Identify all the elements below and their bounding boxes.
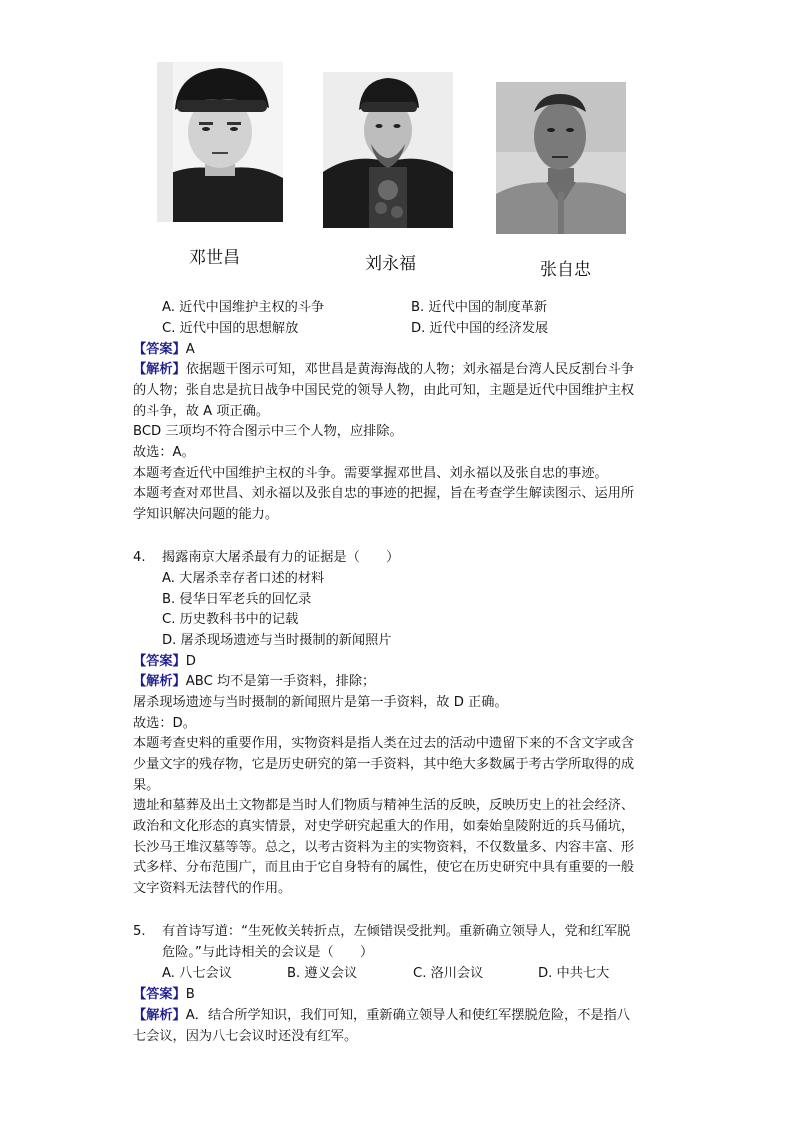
q5-option-d: D. 中共七大 [538,966,610,981]
q5-analysis-label: 【解析】 [133,1008,186,1023]
q4-analysis-line: 政治和文化形态的真实情景，对史学研究起重大的作用，如秦始皇陵附近的兵马俑坑， [133,819,635,834]
q4-analysis-line: 果。 [133,778,160,793]
q4-analysis-line: 式多样、分布范围广，而且由于它自身特有的属性，使它在历史研究中具有重要的一般 [133,860,635,875]
q4-answer [133,652,196,673]
portrait-caption-liu: 刘永福 [365,254,416,274]
q3-analysis-line: 的人物；张自忠是抗日战争中国民党的领导人物，由此可知，主题是近代中国维护主权 [133,383,635,398]
q4-number: 4. [133,550,146,565]
q4-answer-label: 【答案】 [133,654,186,669]
q5-stem-line2: 危险。”与此诗相关的会议是（ ） [162,945,374,960]
q5-stem-line1: 有首诗写道：“生死攸关转折点，左倾错误受批判。重新确立领导人，党和红军脱 [162,924,631,939]
q5-answer-value: B [185,987,195,1002]
portrait-deng-shichang [157,62,283,222]
q4-analysis-label: 【解析】 [133,674,186,689]
q3-option-b: B. 近代中国的制度革新 [411,300,548,315]
q4-option-d: D. 屠杀现场遗迹与当时摄制的新闻照片 [162,633,392,648]
q4-answer-value: D [185,654,196,669]
q3-answer-label: 【答案】 [133,342,186,357]
q3-analysis-line: 本题考查对邓世昌、刘永福以及张自忠的事迹的把握，旨在考查学生解读图示、运用所 [133,486,635,501]
q5-analysis-line: 七会议，因为八七会议时还没有红军。 [133,1029,358,1044]
portrait-caption-zhang: 张自忠 [540,260,591,280]
q3-option-c: C. 近代中国的思想解放 [162,321,299,336]
q4-stem: 揭露南京大屠杀最有力的证据是（ ） [162,550,400,565]
q4-analysis-line: 文字资料无法替代的作用。 [133,881,292,896]
q5-analysis-text: A．结合所学知识，我们可知，重新确立领导人和使红军摆脱危险，不是指八 [185,1008,630,1023]
q4-analysis-line: 屠杀现场遗迹与当时摄制的新闻照片是第一手资料，故 D 正确。 [133,695,508,710]
portrait-liu-yongfu [323,72,453,228]
q5-option-b: B. 遵义会议 [287,966,358,981]
q3-analysis-line: 的斗争，故 A 项正确。 [133,404,270,419]
q4-option-b: B. 侵华日军老兵的回忆录 [162,592,312,607]
q5-answer [133,985,195,1006]
q4-analysis-line: 故选：D。 [133,716,196,731]
q4-analysis-line [133,672,375,693]
q4-option-a: A. 大屠杀幸存者口述的材料 [162,571,325,586]
q5-option-c: C. 洛川会议 [413,966,484,981]
q5-answer-label: 【答案】 [133,987,186,1002]
q4-analysis-text: ABC 均不是第一手资料，排除； [185,674,376,689]
q4-analysis-line: 少量文字的残存物，它是历史研究的第一手资料，其中绝大多数属于考古学所取得的成 [133,757,635,772]
q3-analysis-text: 依据题干图示可知，邓世昌是黄海海战的人物；刘永福是台湾人民反割台斗争 [185,362,635,377]
q4-option-c: C. 历史教科书中的记载 [162,612,299,627]
q3-analysis-line: 本题考查近代中国维护主权的斗争。需要掌握邓世昌、刘永福以及张自忠的事迹。 [133,466,608,481]
q3-option-a: A. 近代中国维护主权的斗争 [162,300,325,315]
q5-option-a: A. 八七会议 [162,966,232,981]
q4-analysis-line: 遗址和墓葬及出土文物都是当时人们物质与精神生活的反映，反映历史上的社会经济、 [133,798,635,813]
q3-answer [133,340,195,361]
q3-option-d: D. 近代中国的经济发展 [411,321,549,336]
q4-analysis-line: 长沙马王堆汉墓等等。总之，以考古资料为主的实物资料，不仅数量多、内容丰富、形 [133,840,635,855]
q3-analysis-line [133,360,634,381]
q4-analysis-line: 本题考查史料的重要作用，实物资料是指人类在过去的活动中遗留下来的不含文字或含 [133,736,635,751]
q3-answer-value: A [185,342,195,357]
q3-analysis-line: BCD 三项均不符合图示中三个人物，应排除。 [133,424,403,439]
q3-analysis-line: 学知识解决问题的能力。 [133,507,279,522]
portrait-zhang-zizhong [496,82,626,234]
q3-analysis-label: 【解析】 [133,362,186,377]
q5-number: 5. [133,924,146,939]
q5-analysis-line [133,1006,630,1027]
portrait-caption-deng: 邓世昌 [189,248,240,268]
q3-analysis-line: 故选：A。 [133,445,195,460]
